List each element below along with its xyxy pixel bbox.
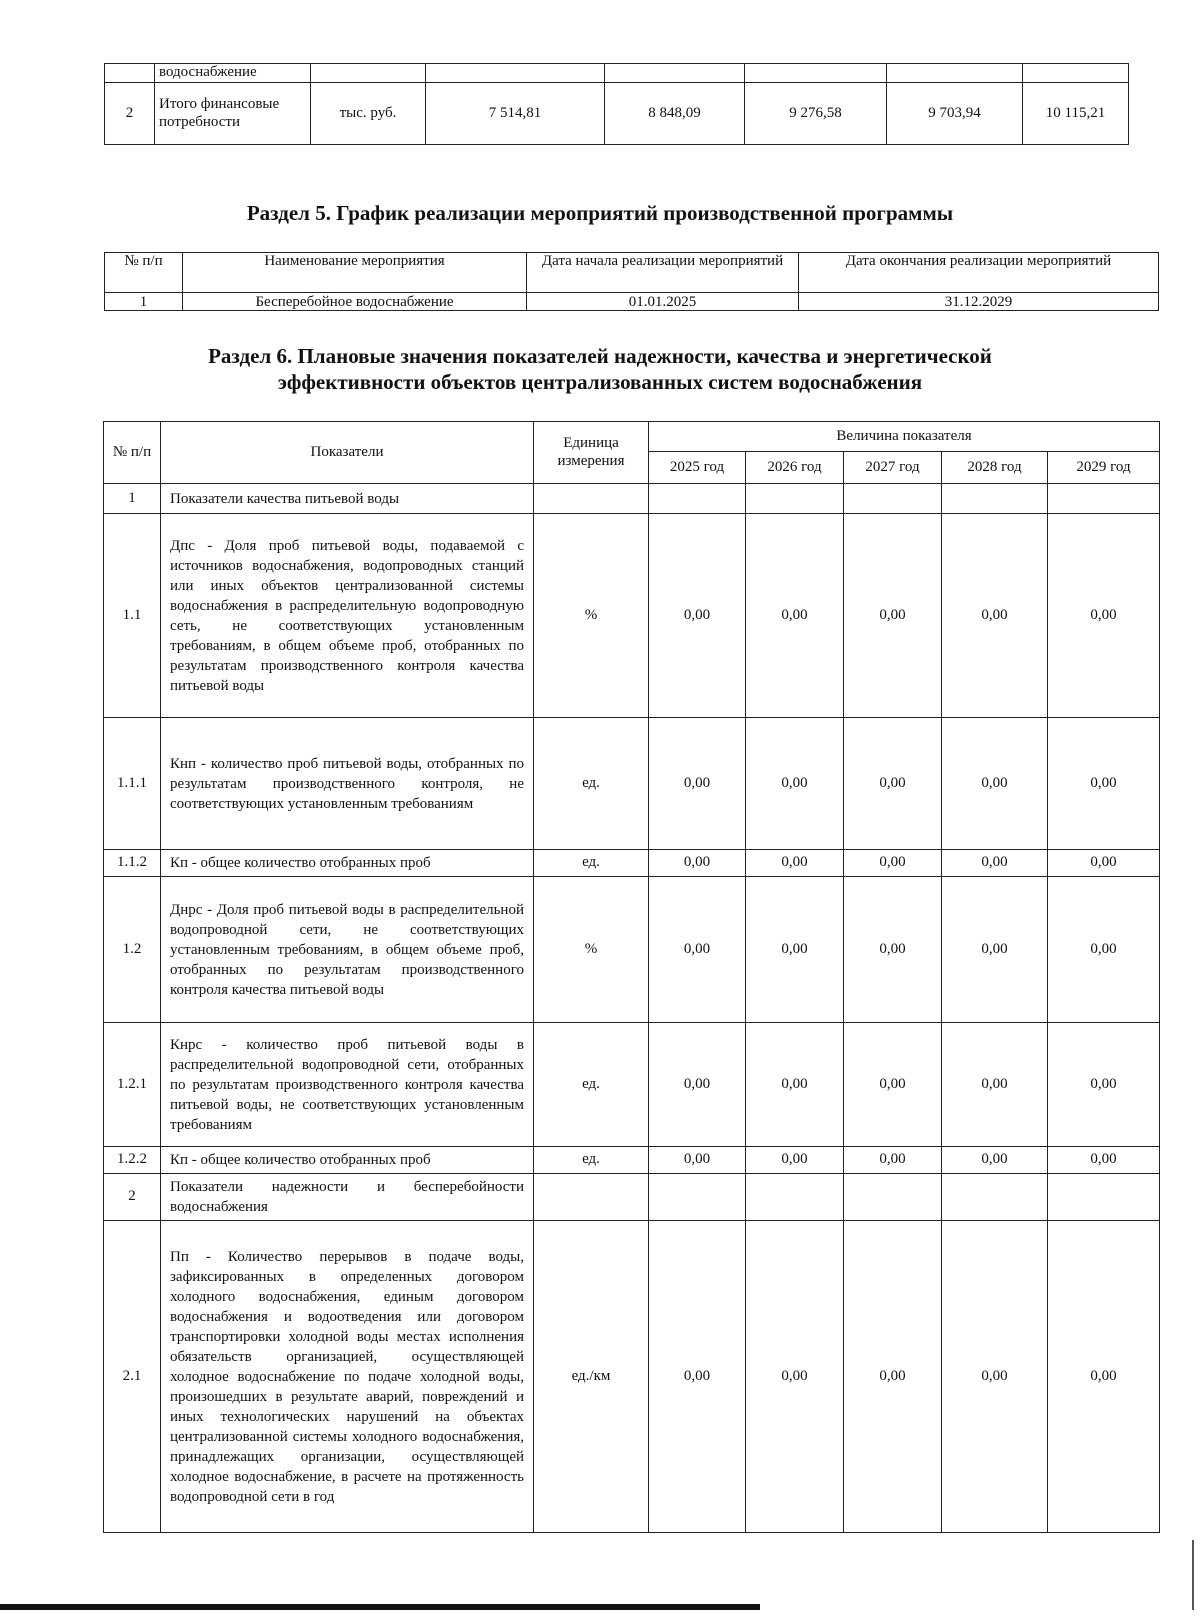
col-header-year: 2028 год [942,452,1048,484]
col-header-value-group: Величина показателя [649,422,1160,452]
financial-needs-table [104,63,1129,145]
row-num: 1.2.2 [104,1147,161,1174]
row-name: Итого финансовые потребности [155,83,311,145]
col-header-start: Дата начала реализации мероприятий [527,253,799,293]
row-name: водоснабжение [155,64,311,83]
value-cell: 0,00 [649,1147,746,1174]
row-unit: ед./км [534,1221,649,1533]
col-header-end: Дата окончания реализации мероприятий [799,253,1159,293]
value-cell: 0,00 [649,850,746,877]
value-cell [649,1174,746,1221]
table-row [104,1221,1160,1533]
value-cell: 0,00 [746,1147,844,1174]
value-cell [649,484,746,514]
table-row [104,514,1160,718]
value-cell [844,484,942,514]
row-num: 2 [105,83,155,145]
section6-title [0,343,1200,395]
row-num: 1.2 [104,877,161,1023]
table-row [105,83,1129,145]
section6-title-line1: Раздел 6. Плановые значения показателей надежности, качества и энергетической [208,344,992,368]
value-cell: 0,00 [1048,718,1160,850]
col-header-num: № п/п [104,422,161,484]
value-cell: 8 848,09 [605,83,745,145]
value-cell: 0,00 [942,1147,1048,1174]
value-cell [746,484,844,514]
value-cell: 0,00 [746,1023,844,1147]
table-row [104,1174,1160,1221]
col-header-name: Наименование мероприятия [183,253,527,293]
value-cell: 0,00 [746,1221,844,1533]
table-row [104,877,1160,1023]
value-cell: 9 276,58 [745,83,887,145]
row-indicator: Днрс - Доля проб питьевой воды в распределительной водопроводной сети, не соответствующих установленным требованиям, в общем объеме проб, отобранных по результатам производственного контроля качества питьевой воды [161,877,534,1023]
scan-edge-line [0,1604,760,1610]
row-indicator: Кнрс - количество проб питьевой воды в распределительной водопроводной сети, отобранных по результатам производственного контроля качества питьевой воды, не соответствующих установленным требованиям [161,1023,534,1147]
row-indicator: Кп - общее количество отобранных проб [161,850,534,877]
col-header-num: № п/п [105,253,183,293]
value-cell: 0,00 [942,1221,1048,1533]
row-indicator: Показатели надежности и бесперебойности водоснабжения [161,1174,534,1221]
row-unit: % [534,514,649,718]
row-indicator: Кнп - количество проб питьевой воды, отобранных по результатам производственного контроля, не соответствующих установленным требованиям [161,718,534,850]
value-cell: 0,00 [844,1221,942,1533]
row-num: 1 [104,484,161,514]
table-row [105,64,1129,83]
col-header-year: 2026 год [746,452,844,484]
value-cell: 0,00 [942,850,1048,877]
col-header-year: 2025 год [649,452,746,484]
value-cell [1048,484,1160,514]
row-end-date: 31.12.2029 [799,293,1159,311]
value-cell: 0,00 [844,877,942,1023]
value-cell: 0,00 [649,1221,746,1533]
table-header-row [105,253,1159,293]
value-cell: 0,00 [1048,514,1160,718]
section6-title-line2: эффективности объектов централизованных систем водоснабжения [277,370,923,394]
row-num: 1 [105,293,183,311]
row-num: 2 [104,1174,161,1221]
table-row [105,293,1159,311]
row-indicator: Дпс - Доля проб питьевой воды, подаваемой с источников водоснабжения, водопроводных станций или иных объектов централизованной системы водоснабжения в распределительную водопроводную сеть, не соответствующих установленным требованиям, в общем объеме проб, отобранных по результатам производственного контроля качества питьевой воды [161,514,534,718]
value-cell: 0,00 [746,850,844,877]
row-unit: ед. [534,718,649,850]
row-num: 1.1.2 [104,850,161,877]
value-cell: 0,00 [1048,850,1160,877]
row-unit [534,1174,649,1221]
indicators-body [104,484,1160,1533]
row-unit [534,484,649,514]
table-row [104,850,1160,877]
value-cell [1048,1174,1160,1221]
table-row [104,718,1160,850]
value-cell: 0,00 [1048,1147,1160,1174]
table-row [104,1023,1160,1147]
value-cell: 0,00 [649,718,746,850]
row-unit: ед. [534,1023,649,1147]
value-cell: 0,00 [844,718,942,850]
row-unit: тыс. руб. [311,83,426,145]
row-unit: ед. [534,1147,649,1174]
value-cell: 0,00 [942,1023,1048,1147]
value-cell: 0,00 [1048,1023,1160,1147]
value-cell: 10 115,21 [1023,83,1129,145]
table-row [104,1147,1160,1174]
row-unit: ед. [534,850,649,877]
table-header-row [104,422,1160,452]
row-name: Бесперебойное водоснабжение [183,293,527,311]
schedule-table [104,252,1159,311]
value-cell [942,484,1048,514]
indicators-table [103,421,1160,1533]
row-num: 1.1 [104,514,161,718]
row-num: 2.1 [104,1221,161,1533]
value-cell [844,1174,942,1221]
value-cell: 0,00 [649,514,746,718]
row-start-date: 01.01.2025 [527,293,799,311]
value-cell [942,1174,1048,1221]
value-cell [746,1174,844,1221]
col-header-indicator: Показатели [161,422,534,484]
value-cell: 9 703,94 [887,83,1023,145]
col-header-year: 2029 год [1048,452,1160,484]
table-row [104,484,1160,514]
value-cell: 0,00 [649,1023,746,1147]
value-cell: 0,00 [844,1023,942,1147]
scan-edge-mark [1192,1540,1194,1610]
row-num: 1.1.1 [104,718,161,850]
value-cell: 0,00 [844,1147,942,1174]
value-cell: 0,00 [942,514,1048,718]
value-cell: 0,00 [942,718,1048,850]
value-cell: 0,00 [746,877,844,1023]
value-cell: 0,00 [1048,877,1160,1023]
row-unit: % [534,877,649,1023]
col-header-year: 2027 год [844,452,942,484]
value-cell: 0,00 [844,850,942,877]
value-cell: 0,00 [1048,1221,1160,1533]
col-header-unit: Единица измерения [534,422,649,484]
value-cell: 0,00 [942,877,1048,1023]
section5-title: Раздел 5. График реализации мероприятий производственной программы [246,201,954,225]
row-indicator: Показатели качества питьевой воды [161,484,534,514]
value-cell: 0,00 [844,514,942,718]
value-cell: 7 514,81 [426,83,605,145]
row-indicator: Пп - Количество перерывов в подаче воды, зафиксированных в определенных договором холодного водоснабжения, единым договором водоснабжения и водоотведения или договором транспортировки холодной воды местах исполнения обязательств организацией, осуществляющей холодное водоснабжение по подаче холодной воды, произошедших в результате аварий, повреждений и иных технологических нарушений на объектах централизованной системы холодного водоснабжения, принадлежащих организации, осуществляющей холодное водоснабжение, в расчете на протяженность водопроводной сети в год [161,1221,534,1533]
row-indicator: Кп - общее количество отобранных проб [161,1147,534,1174]
value-cell: 0,00 [746,718,844,850]
value-cell: 0,00 [649,877,746,1023]
row-num: 1.2.1 [104,1023,161,1147]
value-cell: 0,00 [746,514,844,718]
